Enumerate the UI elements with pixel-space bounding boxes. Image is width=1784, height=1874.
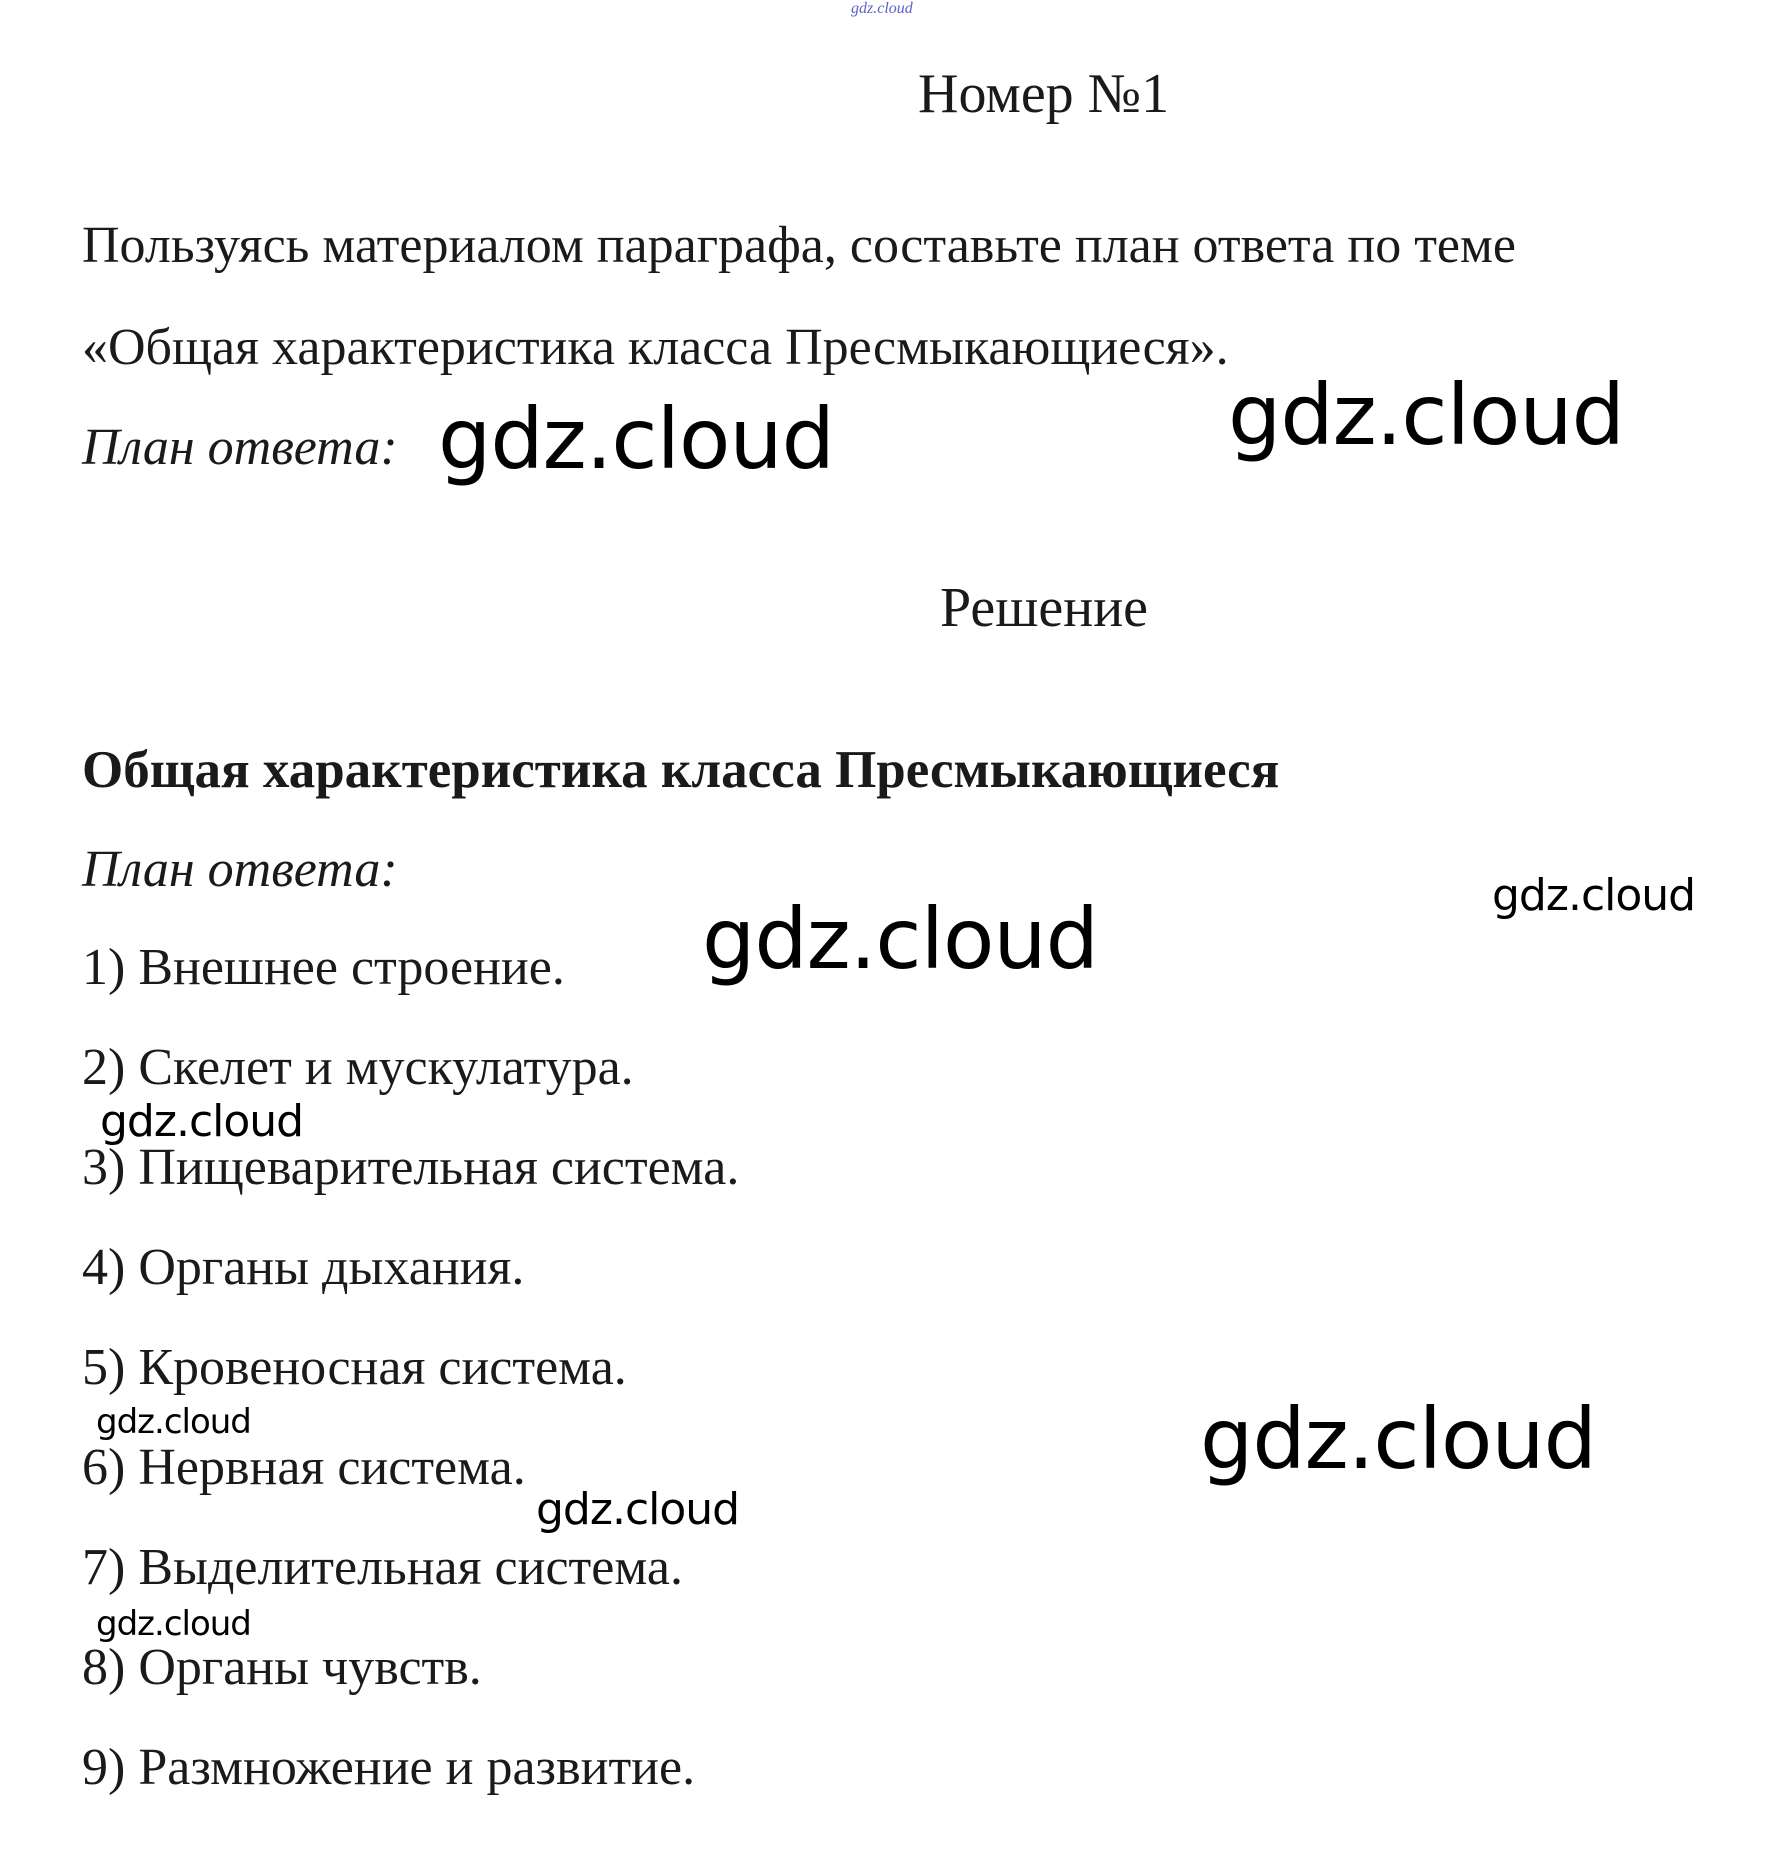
list-item: 3) Пищеварительная система. xyxy=(82,1139,740,1196)
task-text-line-1: Пользуясь материалом параграфа, составьте план ответа по теме xyxy=(82,217,1516,274)
list-item: 1) Внешнее строение. xyxy=(82,939,565,996)
solution-heading: Общая характеристика класса Пресмыкающиеся xyxy=(82,741,1280,799)
watermark: gdz.cloud xyxy=(96,1604,251,1644)
list-item: 8) Органы чувств. xyxy=(82,1639,482,1696)
list-item: 5) Кровеносная система. xyxy=(82,1339,627,1396)
watermark: gdz.cloud xyxy=(1228,366,1624,464)
list-item: 4) Органы дыхания. xyxy=(82,1239,525,1296)
list-item: 9) Размножение и развитие. xyxy=(82,1739,696,1796)
watermark: gdz.cloud xyxy=(1200,1390,1596,1488)
list-item: 2) Скелет и мускулатура. xyxy=(82,1039,634,1096)
list-item: 7) Выделительная система. xyxy=(82,1539,683,1596)
problem-title: Номер №1 xyxy=(918,63,1170,125)
solution-plan-label: План ответа: xyxy=(82,841,398,898)
solution-title: Решение xyxy=(940,577,1149,639)
watermark-top: gdz.cloud xyxy=(851,0,913,17)
watermark: gdz.cloud xyxy=(536,1484,740,1535)
watermark: gdz.cloud xyxy=(438,390,834,488)
task-plan-label: План ответа: xyxy=(82,419,398,476)
watermark: gdz.cloud xyxy=(702,890,1098,988)
task-text-line-2: «Общая характеристика класса Пресмыкающиеся». xyxy=(82,319,1229,376)
watermark: gdz.cloud xyxy=(100,1096,304,1147)
watermark: gdz.cloud xyxy=(1492,870,1696,921)
watermark: gdz.cloud xyxy=(96,1402,251,1442)
list-item: 6) Нервная система. xyxy=(82,1439,526,1496)
